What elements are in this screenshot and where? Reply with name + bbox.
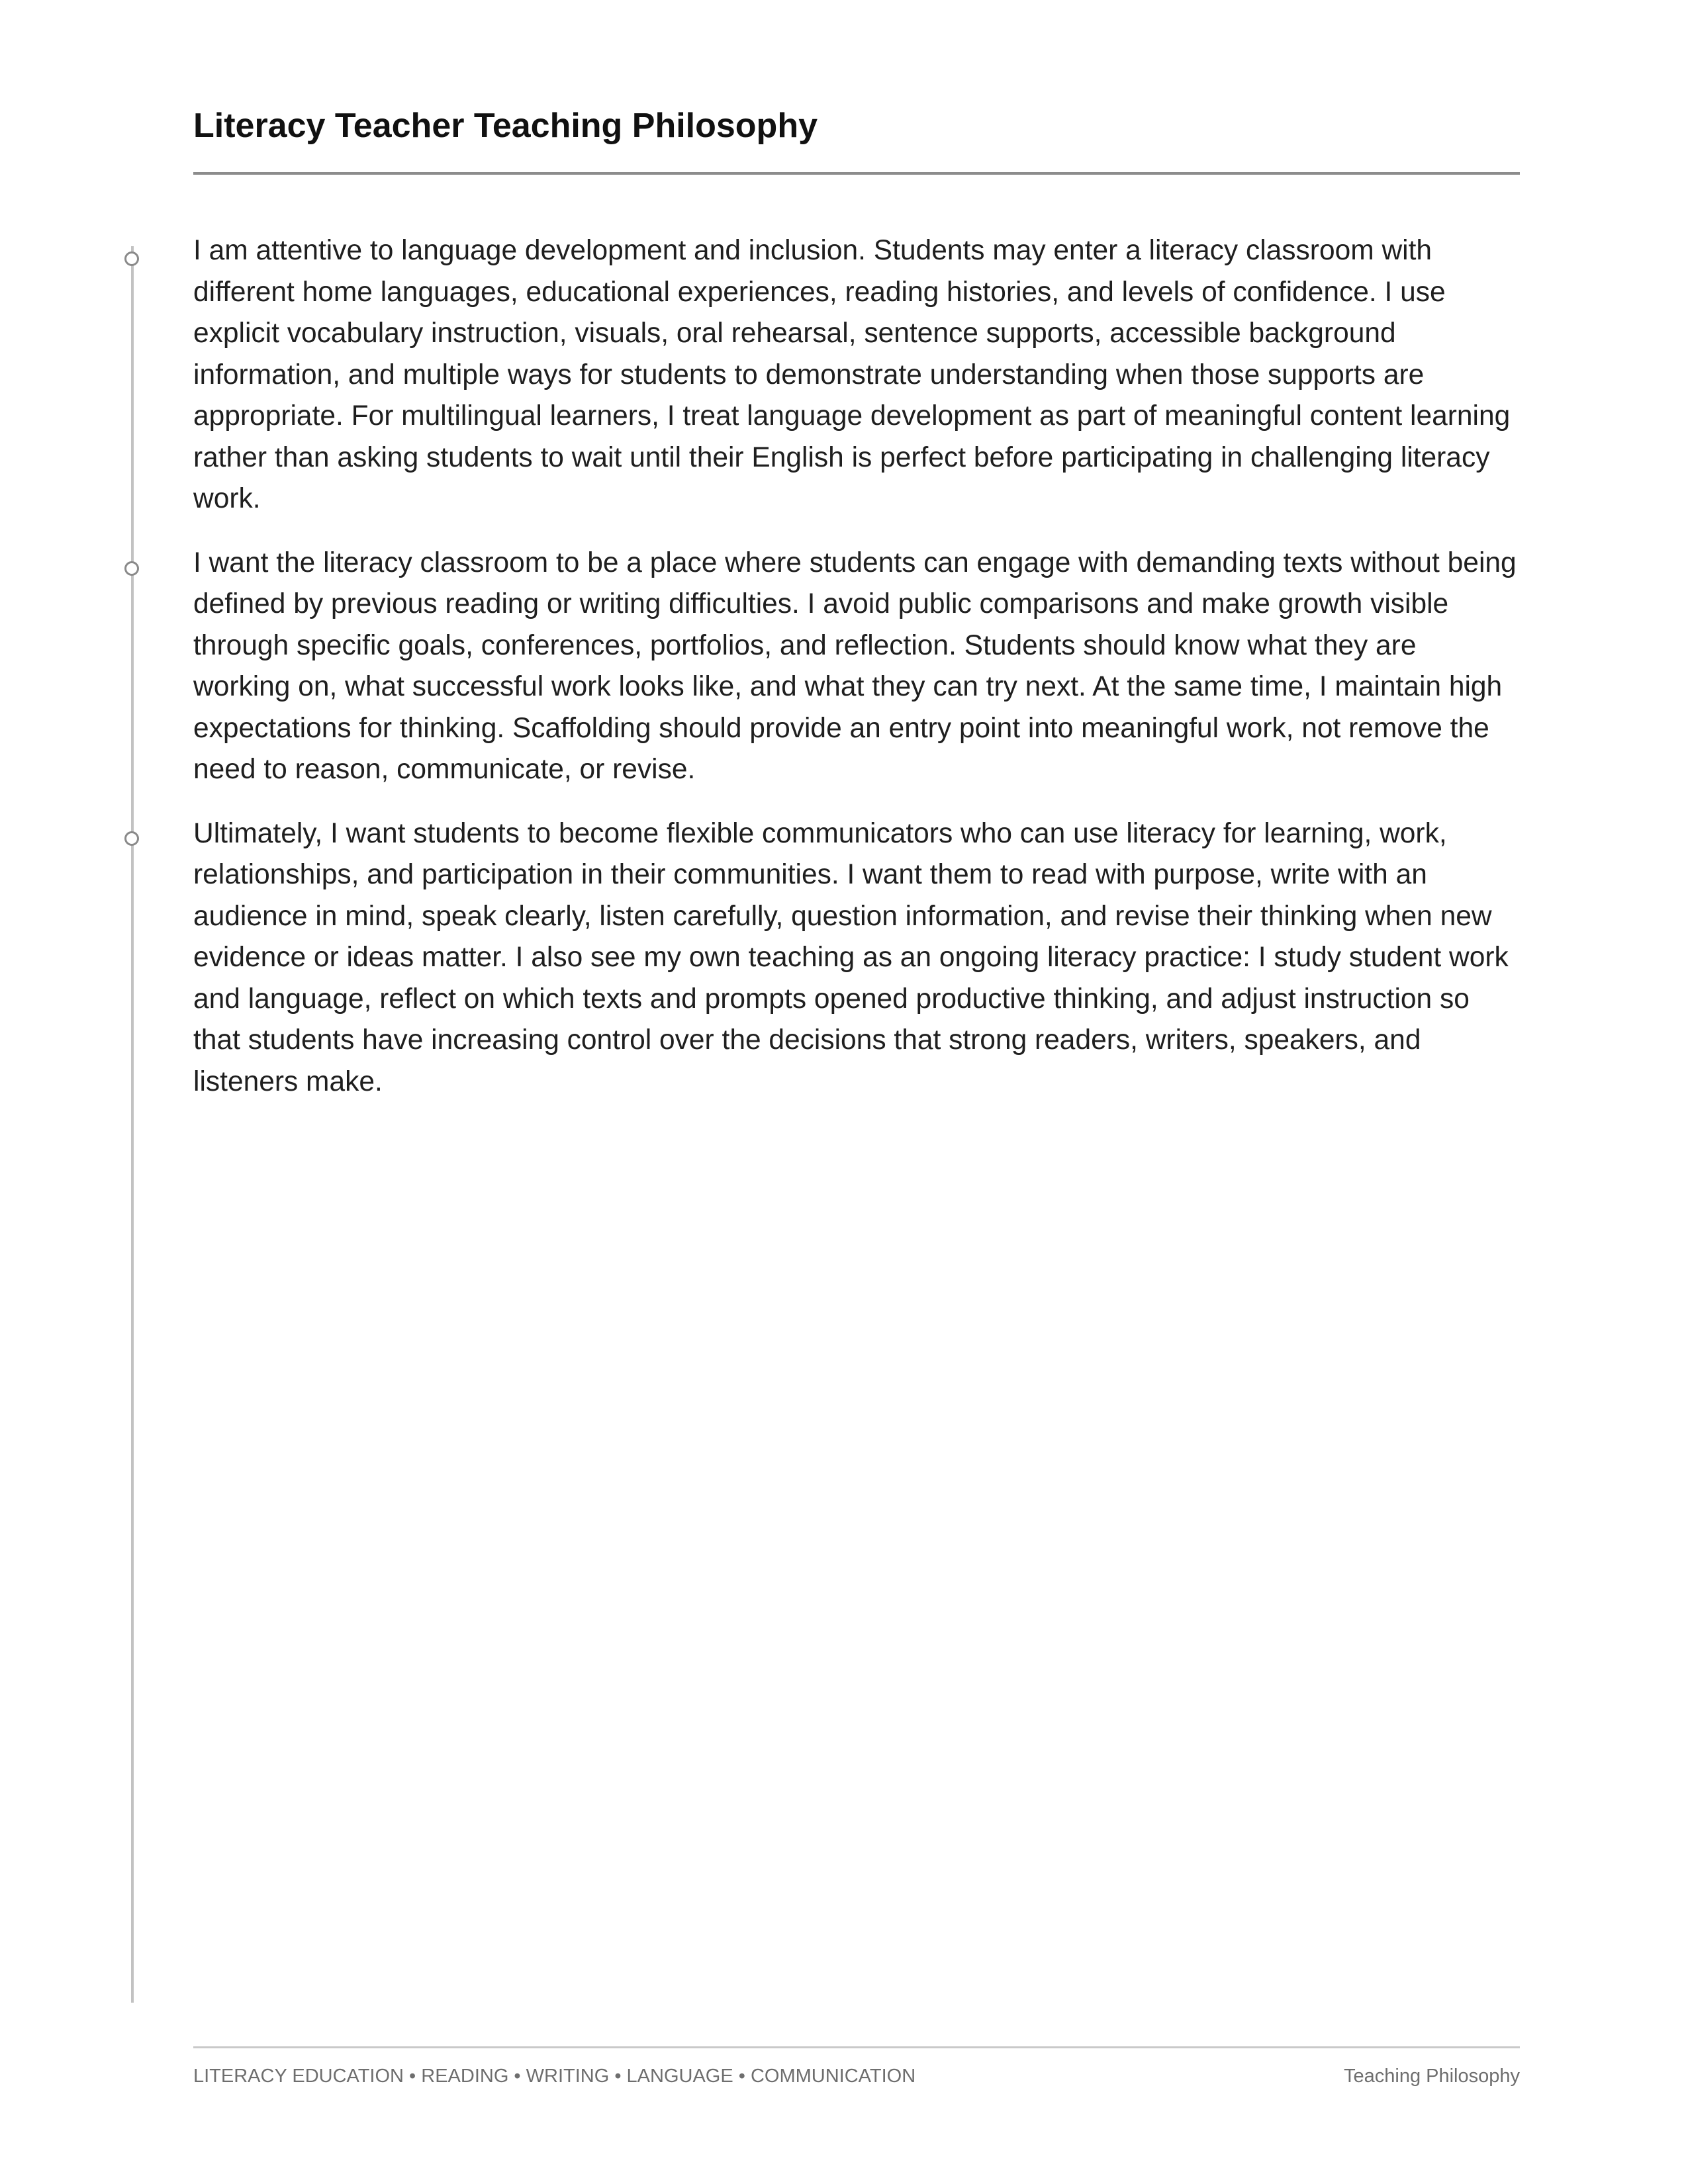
title-divider bbox=[193, 172, 1520, 175]
timeline-marker-2 bbox=[124, 561, 139, 576]
page-title: Literacy Teacher Teaching Philosophy bbox=[193, 107, 818, 145]
paragraph-language-development: I am attentive to language development and inclusion. Students may enter a literacy classroom with different home languages, educational experiences, reading histories, and levels of confidence. I use explicit vocabulary instruction, visuals, oral rehearsal, sentence supports, accessible background information, and multiple ways for students to demonstrate understanding when those supports are appropriate. For multilingual learners, I treat language development as part of meaningful content learning rather than asking students to wait until their English is perfect before participating in challenging literacy work. bbox=[193, 235, 1511, 514]
footer-divider bbox=[193, 2046, 1520, 2048]
paragraph-ultimate-goals: Ultimately, I want students to become flexible communicators who can use literacy for learning, work, relationships, and participation in their communities. I want them to read with purpose, write with an audience in mind, speak clearly, listen carefully, question information, and revise their thinking when new evidence or ideas matter. I also see my own teaching as an ongoing literacy practice: I study student work and language, reflect on which texts and prompts opened productive thinking, and adjust instruction so that students have increasing control over the decisions that strong readers, writers, speakers, and listeners make. bbox=[193, 817, 1509, 1097]
timeline-line bbox=[131, 246, 134, 2003]
footer-document-label: Teaching Philosophy bbox=[1343, 2066, 1520, 2087]
paragraph-classroom-environment: I want the literacy classroom to be a place where students can engage with demanding texts without being defined by previous reading or writing difficulties. I avoid public comparisons and make growth visible through specific goals, conferences, portfolios, and reflection. Students should know what they are working on, what successful work looks like, and what they can try next. At the same time, I maintain high expectations for thinking. Scaffolding should provide an entry point into meaningful work, not remove the need to reason, communicate, or revise. bbox=[193, 547, 1517, 785]
timeline-marker-3 bbox=[124, 831, 139, 846]
body-text bbox=[193, 230, 1520, 1125]
footer-subject-line: LITERACY EDUCATION • READING • WRITING • LANGUAGE • COMMUNICATION bbox=[193, 2066, 916, 2087]
timeline-marker-1 bbox=[124, 251, 139, 266]
